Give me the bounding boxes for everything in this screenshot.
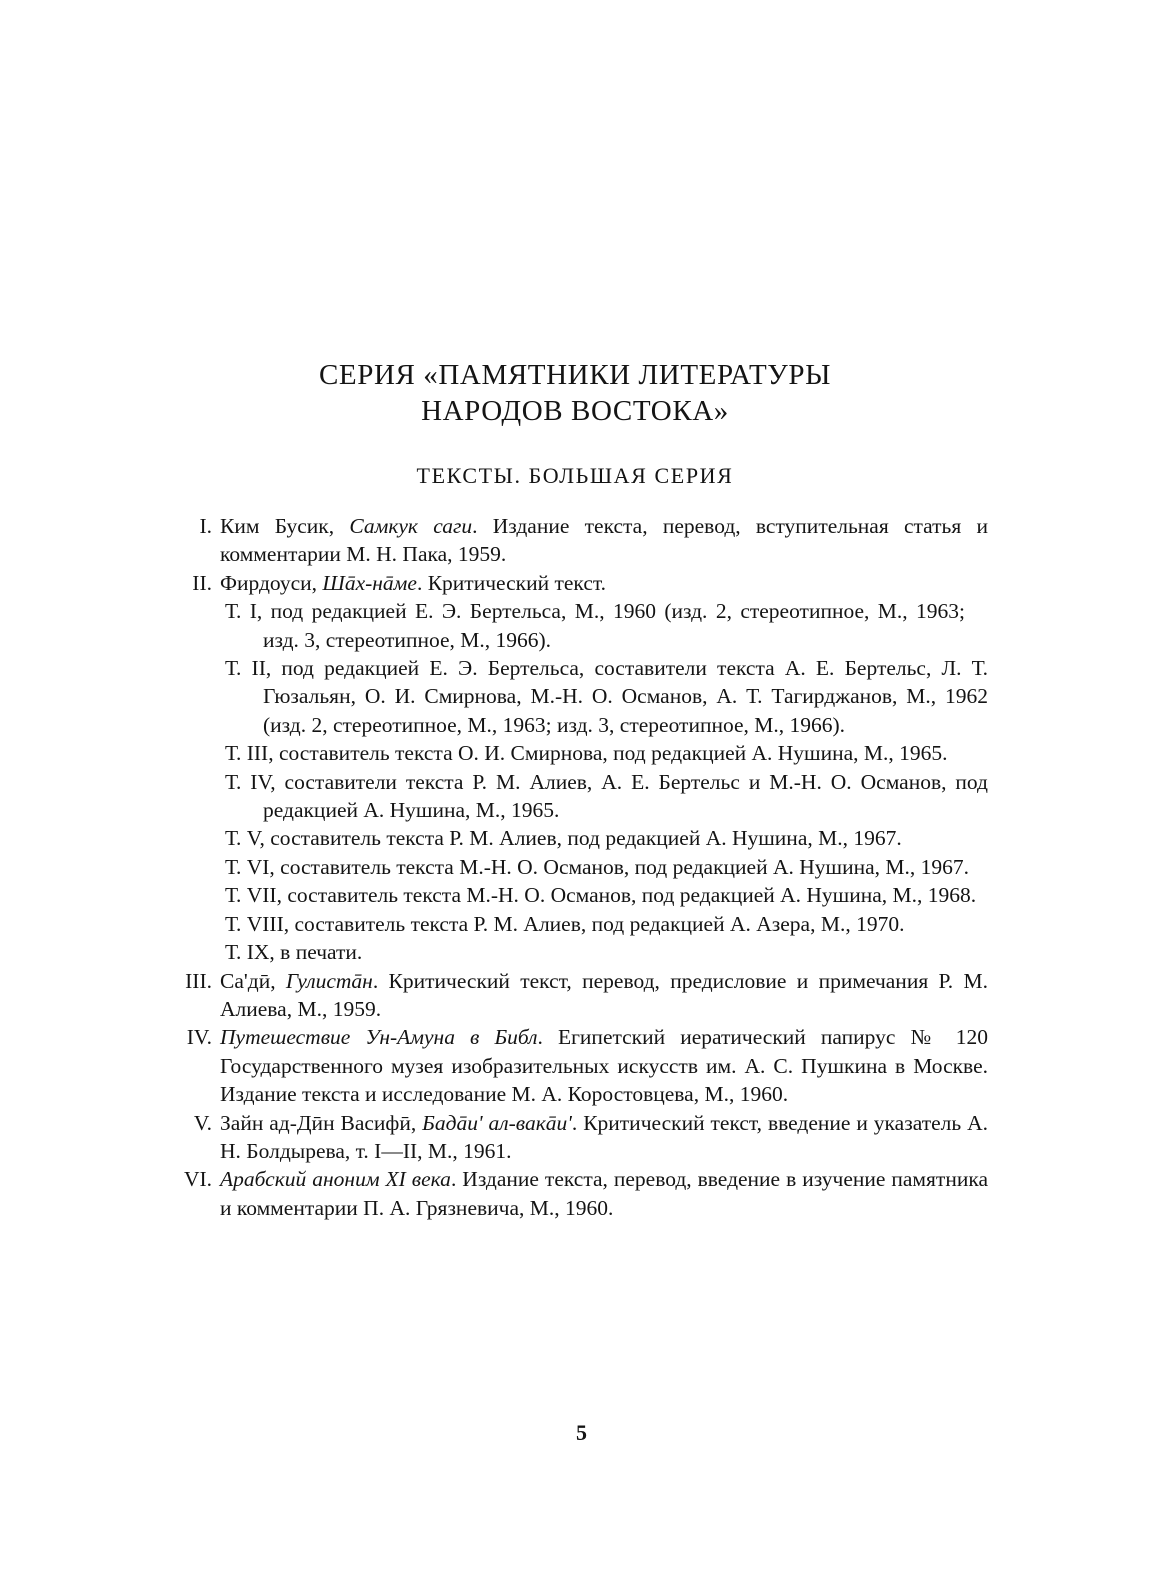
- entry-4: [186, 1023, 988, 1108]
- entry-title: Гулистāн: [285, 968, 373, 993]
- series-title-line-1: СЕРИЯ «ПАМЯТНИКИ ЛИТЕРАТУРЫ: [318, 359, 832, 391]
- volume-text: Т. VI, составитель текста М.-Н. О. Османов, под редакцией А. Нушина, М., 1967.: [225, 854, 969, 879]
- entry-author: Са'дӣ,: [220, 968, 286, 993]
- series-title-line-2: НАРОДОВ ВОСТОКА»: [421, 395, 729, 427]
- entry-text: [220, 569, 988, 597]
- entry-number: IV.: [186, 1025, 212, 1050]
- entry-number: V.: [193, 1110, 212, 1135]
- volume-text: Т. I, под редакцией Е. Э. Бертельса, М., 1960 (изд. 2, стереотипное, М., 1963; изд. 3, стереотипное, М., 1966).: [225, 599, 965, 652]
- entry-text: [220, 512, 988, 569]
- volume-3: [225, 739, 988, 767]
- entry-title: Самкук саги: [349, 514, 473, 538]
- series-subtitle: ТЕКСТЫ. БОЛЬШАЯ СЕРИЯ: [416, 463, 734, 488]
- entry-title: Путешествие Ун-Амуна в Библ: [220, 1025, 538, 1050]
- entry-title: Шāх-нāме: [322, 570, 417, 595]
- entry-text: [220, 1109, 988, 1166]
- volume-text: Т. VII, составитель текста М.-Н. О. Османов, под редакцией А. Нушина, М., 1968.: [225, 883, 977, 908]
- entry-3: [185, 967, 989, 1024]
- entry-description: . Критический текст.: [416, 570, 607, 595]
- entry-5: [193, 1109, 989, 1166]
- volume-7: [225, 881, 988, 909]
- entry-number: III.: [185, 968, 212, 993]
- entry-description: . Египетский иератический папирус № 120 Государственного музея изобразительных искусств им. А. С. Пушкина в Москве. Издание текста и исследование М. А. Коростовцева, М., 1960.: [220, 1025, 988, 1107]
- volume-1: [225, 597, 965, 654]
- volume-6: [225, 853, 988, 881]
- entry-author: Фирдоуси,: [220, 570, 323, 595]
- volume-text: Т. VIII, составитель текста Р. М. Алиев, под редакцией А. Азера, М., 1970.: [225, 911, 905, 936]
- volume-2: [225, 654, 988, 739]
- entry-text: [220, 1023, 988, 1108]
- entry-6: [183, 1165, 988, 1222]
- volume-text: Т. II, под редакцией Е. Э. Бертельса, составители текста А. Е. Бертельс, Л. Т. Гюзальян, О. И. Смирнова, М.-Н. О. Османов, А. Т. Тагирджанов, М., 1962 (изд. 2, стереотипное, М., 1963; изд. 3, стереотипное, М., 1966).: [225, 656, 988, 737]
- bibliography-list: [0, 512, 1163, 1222]
- volume-8: [225, 910, 988, 938]
- entry-2: [192, 569, 988, 597]
- volume-text: Т. V, составитель текста Р. М. Алиев, под редакцией А. Нушина, М., 1967.: [225, 826, 902, 851]
- entry-text: [220, 1165, 988, 1222]
- volume-5: [225, 824, 988, 852]
- entry-author: Зайн ад-Дӣн Васифӣ,: [220, 1110, 423, 1135]
- volume-text: Т. III, составитель текста О. И. Смирнова, под редакцией А. Нушина, М., 1965.: [225, 741, 948, 766]
- volume-text: Т. IX, в печати.: [225, 940, 363, 965]
- entry-description: . Издание текста, перевод, введение в изучение памятника и комментарии П. А. Грязневича, М., 1960.: [220, 1167, 988, 1220]
- volume-9: [225, 938, 988, 966]
- volume-4: [225, 768, 988, 825]
- entry-title: Бадāи' ал-вакāи': [422, 1110, 572, 1135]
- volume-text: Т. IV, составители текста Р. М. Алиев, А. Е. Бертельс и М.-Н. О. Османов, под редакцией А. Нушина, М., 1965.: [225, 769, 988, 823]
- entry-description: . Издание текста, перевод, вступительная статья и комментарии М. Н. Пака, 1959.: [220, 514, 988, 567]
- entry-number: I.: [199, 514, 212, 538]
- entry-text: [220, 967, 988, 1024]
- entry-description: . Критический текст, перевод, предисловие и примечания Р. М. Алиева, М., 1959.: [220, 968, 989, 1021]
- entry-1: [199, 512, 988, 569]
- entry-description: . Критический текст, введение и указатель А. Н. Болдырева, т. I—II, М., 1961.: [220, 1110, 989, 1163]
- entry-number: VI.: [183, 1167, 212, 1192]
- entry-title: Арабский аноним XI века: [220, 1167, 451, 1192]
- page-number: 5: [576, 1420, 587, 1445]
- entry-number: II.: [192, 570, 212, 595]
- entry-author: Ким Бусик,: [220, 514, 350, 538]
